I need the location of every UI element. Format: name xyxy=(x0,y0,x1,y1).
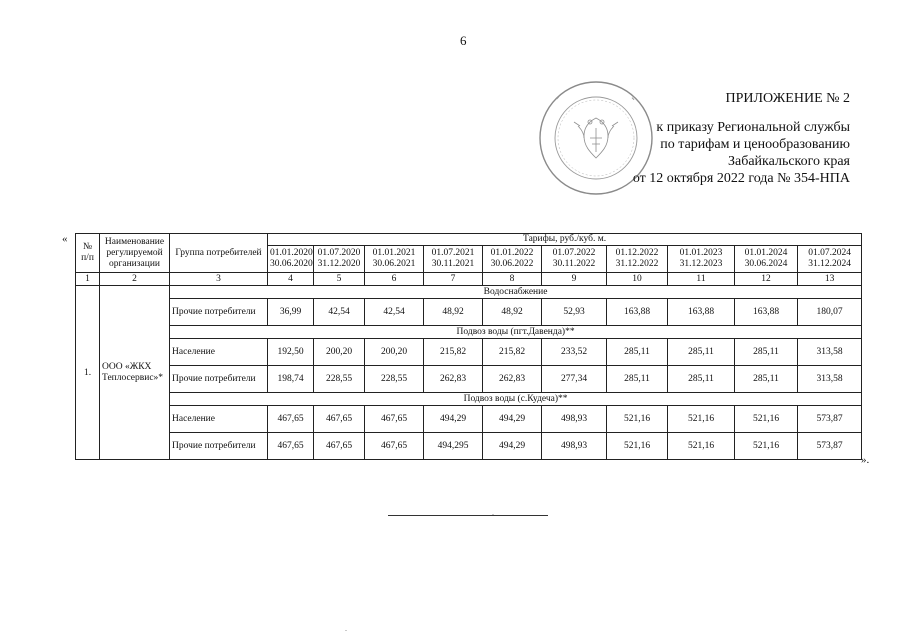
tariff-value: 228,55 xyxy=(314,366,365,393)
consumer-group: Прочие потребители xyxy=(170,366,268,393)
tariff-value: 521,16 xyxy=(607,433,668,460)
period-header xyxy=(314,246,365,273)
column-number: 11 xyxy=(668,273,735,286)
period-from: 01.07.2022 xyxy=(552,248,596,258)
header-tariffs: Тарифы, руб./куб. м. xyxy=(268,234,862,246)
section-row xyxy=(76,286,862,299)
tariff-value: 494,29 xyxy=(424,406,483,433)
tariff-value: 163,88 xyxy=(735,299,798,326)
appendix-title: ПРИЛОЖЕНИЕ № 2 xyxy=(725,91,850,106)
header-consumer-group: Группа потребителей xyxy=(170,234,268,273)
column-number: 4 xyxy=(268,273,314,286)
tariff-value: 200,20 xyxy=(314,339,365,366)
appendix-line: по тарифам и ценообразованию xyxy=(660,137,850,152)
column-number: 8 xyxy=(483,273,542,286)
period-to: 30.06.2024 xyxy=(744,259,788,269)
section-title: Водоснабжение xyxy=(170,286,862,299)
period-from: 01.01.2023 xyxy=(679,248,723,258)
tariff-value: 467,65 xyxy=(314,406,365,433)
period-to: 30.11.2021 xyxy=(431,259,475,269)
period-to: 31.12.2020 xyxy=(317,259,361,269)
period-to: 30.06.2021 xyxy=(372,259,416,269)
tariff-value: 313,58 xyxy=(798,366,862,393)
tariff-row xyxy=(76,406,862,433)
consumer-group: Прочие потребители xyxy=(170,299,268,326)
tariff-value: 494,29 xyxy=(483,433,542,460)
consumer-group: Прочие потребители xyxy=(170,433,268,460)
tariff-value: 262,83 xyxy=(483,366,542,393)
footer-rule xyxy=(388,515,548,516)
column-number: 5 xyxy=(314,273,365,286)
tariff-value: 285,11 xyxy=(735,366,798,393)
period-to: 30.06.2020 xyxy=(270,259,313,269)
period-header xyxy=(668,246,735,273)
tariff-value: 285,11 xyxy=(607,366,668,393)
tariff-value: 521,16 xyxy=(668,406,735,433)
consumer-group: Население xyxy=(170,339,268,366)
section-row xyxy=(76,393,862,406)
tariff-row xyxy=(76,366,862,393)
period-from: 01.07.2021 xyxy=(431,248,475,258)
section-title: Подвоз воды (с.Кудеча)** xyxy=(170,393,862,406)
tariff-value: 163,88 xyxy=(607,299,668,326)
period-from: 01.07.2020 xyxy=(317,248,361,258)
column-number: 2 xyxy=(100,273,170,286)
period-from: 01.01.2022 xyxy=(490,248,534,258)
column-number: 12 xyxy=(735,273,798,286)
period-header xyxy=(268,246,314,273)
period-from: 01.01.2021 xyxy=(372,248,416,258)
tariff-value: 521,16 xyxy=(607,406,668,433)
tariff-value: 48,92 xyxy=(424,299,483,326)
tariff-value: 262,83 xyxy=(424,366,483,393)
tariff-value: 277,34 xyxy=(542,366,607,393)
tariff-value: 215,82 xyxy=(424,339,483,366)
tariff-value: 198,74 xyxy=(268,366,314,393)
header-row xyxy=(76,234,862,246)
tariff-value: 228,55 xyxy=(365,366,424,393)
tariff-value: 494,295 xyxy=(424,433,483,460)
period-to: 31.12.2023 xyxy=(679,259,723,269)
tariff-row xyxy=(76,433,862,460)
section-row xyxy=(76,326,862,339)
tariff-value: 233,52 xyxy=(542,339,607,366)
period-from: 01.01.2020 xyxy=(270,248,313,258)
page-number: 6 xyxy=(460,33,467,48)
column-number: 13 xyxy=(798,273,862,286)
closing-quote-mark: ». xyxy=(861,454,870,466)
tariff-value: 42,54 xyxy=(314,299,365,326)
tariff-value: 467,65 xyxy=(365,433,424,460)
tariff-value: 494,29 xyxy=(483,406,542,433)
period-from: 01.01.2024 xyxy=(744,248,788,258)
tariff-value: 285,11 xyxy=(668,339,735,366)
appendix-line: Забайкальского края xyxy=(727,154,850,169)
tariff-value: 200,20 xyxy=(365,339,424,366)
tariff-value: 521,16 xyxy=(668,433,735,460)
tariff-value: 313,58 xyxy=(798,339,862,366)
tariff-value: 521,16 xyxy=(735,433,798,460)
column-number: 6 xyxy=(365,273,424,286)
tariff-value: 180,07 xyxy=(798,299,862,326)
tariff-value: 498,93 xyxy=(542,433,607,460)
period-header xyxy=(735,246,798,273)
tariff-value: 52,93 xyxy=(542,299,607,326)
opening-quote-mark: « xyxy=(62,233,68,245)
tariff-value: 192,50 xyxy=(268,339,314,366)
period-header xyxy=(483,246,542,273)
appendix-header xyxy=(598,90,850,187)
tariff-value: 573,87 xyxy=(798,406,862,433)
period-header xyxy=(424,246,483,273)
column-number: 3 xyxy=(170,273,268,286)
period-from: 01.12.2022 xyxy=(615,248,659,258)
tariff-value: 285,11 xyxy=(607,339,668,366)
tariff-row xyxy=(76,339,862,366)
tariff-value: 467,65 xyxy=(314,433,365,460)
period-header xyxy=(365,246,424,273)
tariff-value: 36,99 xyxy=(268,299,314,326)
consumer-group: Население xyxy=(170,406,268,433)
tariff-value: 467,65 xyxy=(268,433,314,460)
period-to: 31.12.2022 xyxy=(615,259,659,269)
tariff-value: 285,11 xyxy=(668,366,735,393)
period-to: 30.06.2022 xyxy=(490,259,534,269)
tariff-value: 215,82 xyxy=(483,339,542,366)
tariff-value: 42,54 xyxy=(365,299,424,326)
column-number: 10 xyxy=(607,273,668,286)
column-number: 9 xyxy=(542,273,607,286)
tariff-value: 467,65 xyxy=(268,406,314,433)
tariff-value: 498,93 xyxy=(542,406,607,433)
appendix-line: от 12 октября 2022 года № 354-НПА xyxy=(632,171,850,186)
tariff-row xyxy=(76,299,862,326)
period-header xyxy=(607,246,668,273)
section-title: Подвоз воды (пгт.Давенда)** xyxy=(170,326,862,339)
tariff-value: 573,87 xyxy=(798,433,862,460)
header-organization: Наименование регулируемой организации xyxy=(100,234,170,273)
period-from: 01.07.2024 xyxy=(808,248,851,258)
tariff-value: 521,16 xyxy=(735,406,798,433)
organization-name: ООО «ЖКХ Теплосервис»* xyxy=(100,286,170,460)
tariff-value: 48,92 xyxy=(483,299,542,326)
period-to: 31.12.2024 xyxy=(808,259,851,269)
appendix-line: к приказу Региональной службы xyxy=(656,120,850,135)
period-header xyxy=(798,246,862,273)
row-number: 1. xyxy=(76,286,100,460)
period-header xyxy=(542,246,607,273)
column-number-row xyxy=(76,273,862,286)
column-number: 7 xyxy=(424,273,483,286)
tariff-value: 285,11 xyxy=(735,339,798,366)
period-to: 30.11.2022 xyxy=(552,259,596,269)
tariff-table xyxy=(75,233,862,460)
tariff-value: 467,65 xyxy=(365,406,424,433)
header-number: № п/п xyxy=(76,234,100,273)
scan-speck: . xyxy=(345,624,347,633)
tariff-value: 163,88 xyxy=(668,299,735,326)
scan-speck: . xyxy=(492,508,494,517)
column-number: 1 xyxy=(76,273,100,286)
